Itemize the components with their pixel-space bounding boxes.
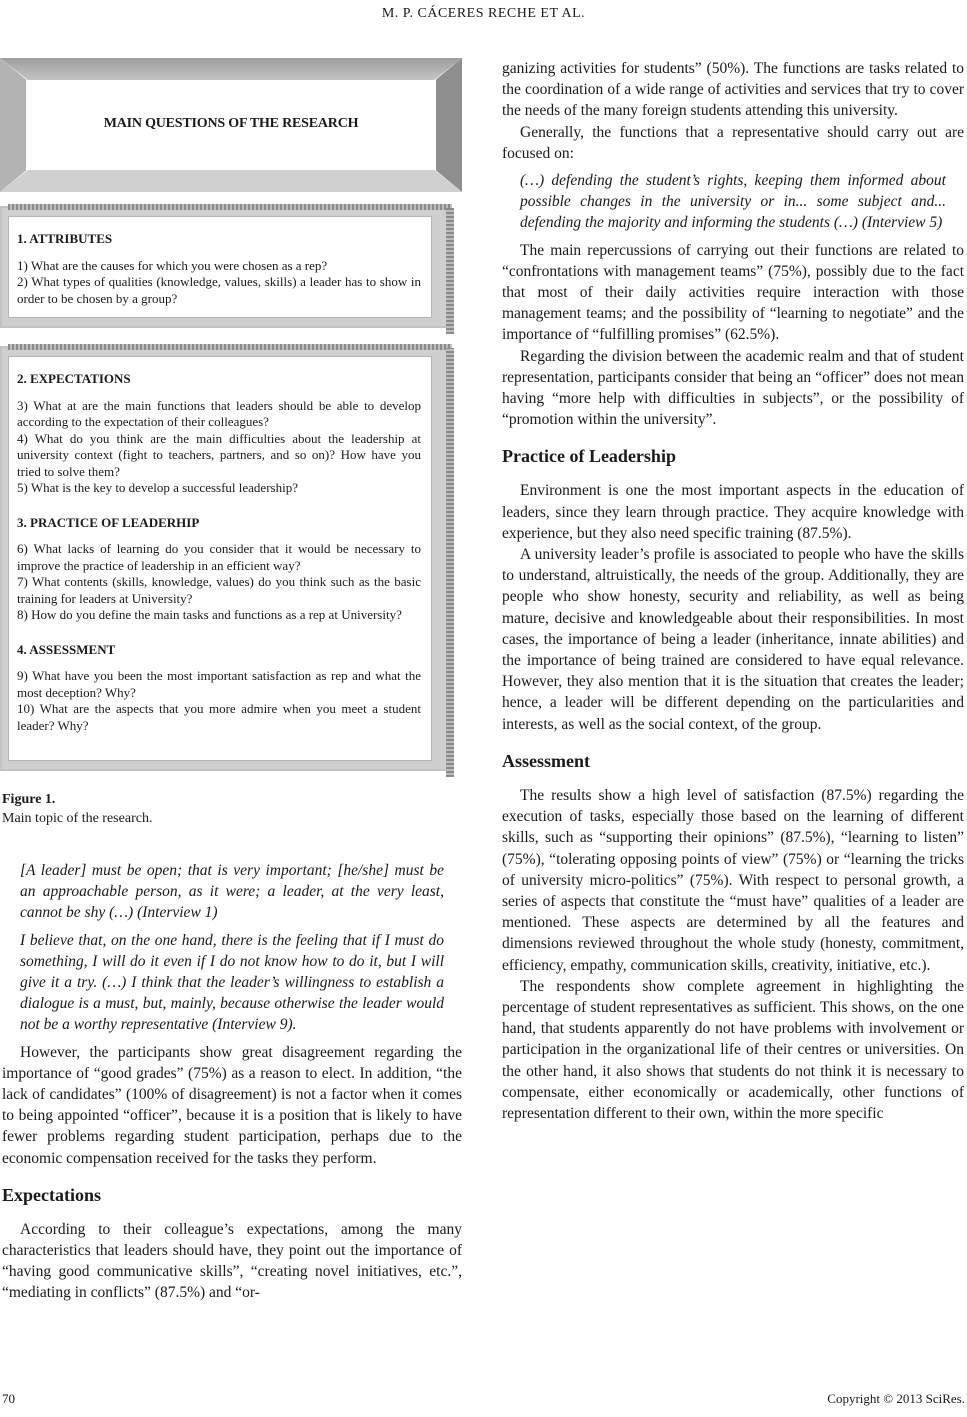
section-heading-practice: Practice of Leadership [502,446,676,467]
interview-quote-2: I believe that, on the one hand, there is the feeling that if I must do something, I will do it even if I do not know how to do it, but I will give it a try. (…) I think that the leader’s willingness to establish a dialogue is a must, but, mainly, because otherwise the leader would not be a worthy representative (Interview 9). [20,931,444,1034]
question: 9) What have you been the most important satisfaction as rep and what the most deception? Why? [17,668,421,700]
paragraph: The results show a high level of satisfaction (87.5%) regarding the execution of tasks, especially those based on the learning of different skills, such as “supporting their opinions” (87.5%), “learning to listen” (75%), “tolerating opposing points of view” (75%) or “learning the tricks of university micro-politics” (75%). With respect to personal growth, a series of aspects that constitute the “must have” qualities of a leader are mentioned. These aspects are determined by all the features and dimensions reviewed throughout the whole study (honesty, commitment, efficiency, empathy, communication skills, creativity, initiative, etc.). [502,786,964,974]
figure-title-box [0,58,462,192]
paragraph: ganizing activities for students” (50%). The functions are tasks related to the coordination of a wide range of activities and services that try to cover the needs of the many foreign students attending this university. [502,60,964,120]
paragraph: However, the participants show great disagreement regarding the importance of “good grades” (75%) as a reason to elect. In addition, “the lack of candidates” (100% of disagreement) is not a factor when it comes to being appointed “officer”, because it is a position that is likely to have fewer problems regarding student participation, perhaps due to the economic compensation received for the tasks they perform. [2,1043,462,1167]
question: 7) What contents (skills, knowledge, values) do you think such as the basic training for leaders at University? [17,574,421,606]
section-heading: 1. ATTRIBUTES [17,231,113,246]
caption-label: Figure 1. [2,792,56,807]
caption-text: Main topic of the research. [2,811,153,826]
paragraph: The respondents show complete agreement in highlighting the percentage of student representatives as sufficient. This shows, on the one hand, that students apparently do not have problems with involvement or participation in the organizational life of their centres or universities. On the other hand, it also shows that students do not think it is necessary to compensate, either economically or academically, other functions of representation different to their own, within the more specific [502,977,964,1122]
interview-quote-5: (…) defending the student’s rights, keeping them informed about possible changes in the university or in... some subject and... defending the majority and informing the students (…) (Interview 5) [520,172,946,232]
question: 1) What are the causes for which you were chosen as a rep? [17,257,328,273]
question: 4) What do you think are the main difficulties about the leadership at university context (fight to teachers, partners, and so on)? How have you tried to solve them? [17,430,421,479]
question: 5) What is the key to develop a successful leadership? [17,480,298,495]
paragraph: Regarding the division between the academic realm and that of student representation, participants consider that being an “officer” does not mean having “more help with difficulties in subjects”, or the possibility of “promotion within the university”. [502,347,964,429]
figure-section-attributes [0,206,450,328]
figure-title: MAIN QUESTIONS OF THE RESEARCH [103,116,359,131]
interview-quote-1: [A leader] must be open; that is very important; [he/she] must be an approachable person, as it were; a leader, at the very least, cannot be shy (…) (Interview 1) [20,862,444,922]
figure-caption [2,790,152,828]
page-number: 70 [2,1391,15,1406]
section-heading: 4. ASSESSMENT [17,641,116,657]
question: 10) What are the aspects that you more admire when you meet a student leader? Why? [17,701,421,733]
question: 3) What at are the main functions that leaders should be able to develop according to the expectation of their colleagues? [17,397,421,429]
paragraph: The main repercussions of carrying out their functions are related to “confrontations with management teams” (75%), possibly due to the fact that most of their daily activities require interaction with those management teams; and the possibility of “learning to negotiate” and the importance of “fulfilling promises” (62.5%). [502,241,964,344]
question: 8) How do you define the main tasks and functions as a rep at University? [17,607,402,622]
running-head: M. P. CÁCERES RECHE ET AL. [381,6,586,21]
paragraph: Environment is one the most important aspects in the education of leaders, since they learn through practice. They acquire knowledge with experience, but they also need specific training (87.5%). [502,482,964,542]
section-heading-assessment: Assessment [502,750,590,771]
section-heading: 2. EXPECTATIONS [17,371,131,386]
question: 2) What types of qualities (knowledge, values, skills) a leader has to show in order to be chosen by a group? [17,274,421,306]
right-column [502,58,964,1124]
paragraph: Generally, the functions that a representative should carry out are focused on: [502,123,964,162]
paragraph: A university leader’s profile is associated to people who have the skills to understand, altruistically, the needs of the group. Additionally, they are people who show honesty, security and reliability, as well as being mature, decisive and knowledgeable about their responsibilities. In most cases, the importance of being a leader (inheritance, innate abilities) and the importance of being trained are considered to have equal relevance. However, they also mention that it is the situation that creates the leader; hence, a leader will be different depending on the particularities and interests, as well as the social context, of the group. [502,546,964,733]
left-column [2,854,462,1304]
copyright: Copyright © 2013 SciRes. [827,1391,965,1406]
section-heading: 3. PRACTICE OF LEADERHIP [17,514,200,530]
figure-section-group [0,346,450,771]
section-heading-expectations: Expectations [2,1184,101,1205]
question: 6) What lacks of learning do you consider that it would be necessary to improve the practice of leadership in an efficient way? [17,541,421,573]
paragraph: According to their colleague’s expectations, among the many characteristics that leaders should have, they point out the importance of “having good communicative skills”, “creating novel initiatives, etc.”, “mediating in conflicts” (87.5%) and “or- [2,1220,462,1302]
